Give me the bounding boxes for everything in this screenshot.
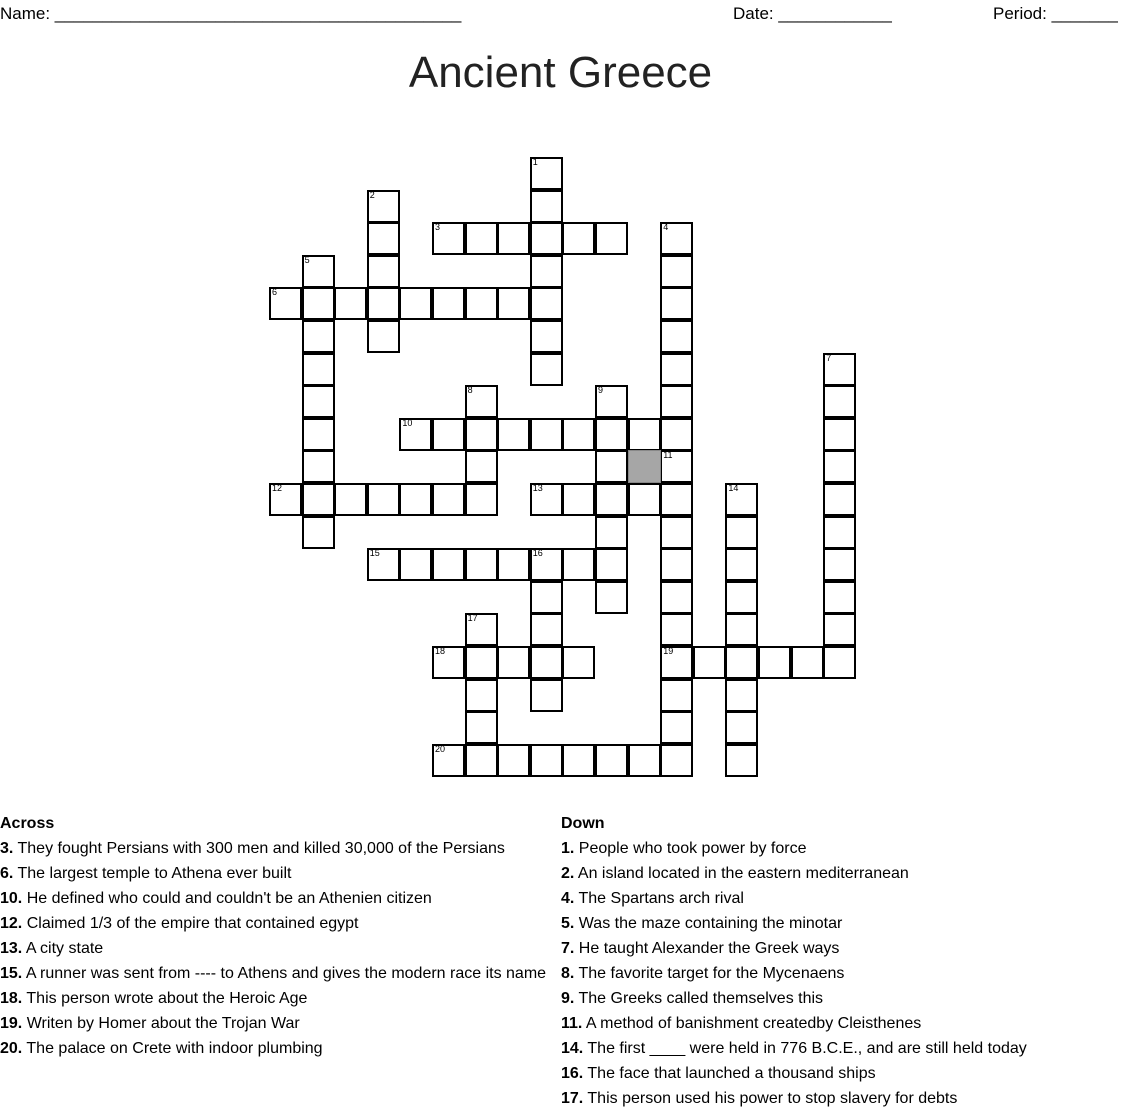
crossword-cell[interactable] (628, 418, 661, 451)
crossword-cell[interactable] (562, 548, 595, 581)
clue-text: An island located in the eastern mediterranean (577, 865, 909, 882)
clue-number-label: 1 (532, 157, 538, 167)
down-clue (561, 1011, 1117, 1036)
clue-text: He taught Alexander the Greek ways (578, 940, 840, 957)
crossword-cell[interactable] (693, 646, 726, 679)
crossword-cell[interactable] (725, 744, 758, 777)
crossword-cell[interactable] (595, 516, 628, 549)
crossword-cell[interactable] (562, 222, 595, 255)
crossword-cell[interactable] (432, 418, 465, 451)
crossword-cell[interactable] (530, 320, 563, 353)
crossword-cell[interactable] (367, 222, 400, 255)
clue-number: 16. (561, 1065, 584, 1082)
crossword-cell[interactable] (465, 744, 498, 777)
across-heading: Across (0, 815, 55, 832)
crossword-cell[interactable] (302, 450, 335, 483)
clue-number: 10. (0, 890, 23, 907)
crossword-cell[interactable] (302, 418, 335, 451)
across-clue (0, 986, 556, 1011)
clue-number-label: 8 (467, 385, 473, 396)
across-clue (0, 861, 556, 886)
down-clue (561, 836, 1117, 861)
crossword-cell[interactable] (660, 255, 693, 288)
clue-text: Claimed 1/3 of the empire that contained egypt (26, 915, 359, 932)
crossword-cell[interactable] (497, 287, 530, 320)
down-clue (561, 911, 1117, 936)
crossword-cell[interactable] (530, 255, 563, 288)
clue-text: The Greeks called themselves this (578, 990, 824, 1007)
clue-text: This person wrote about the Heroic Age (26, 990, 308, 1007)
crossword-cell[interactable] (562, 418, 595, 451)
crossword-cell[interactable] (465, 548, 498, 581)
crossword-cell[interactable] (432, 548, 465, 581)
clue-text: Was the maze containing the minotar (578, 915, 843, 932)
crossword-cell[interactable] (465, 711, 498, 744)
crossword-cell[interactable] (302, 483, 335, 516)
crossword-cell[interactable] (791, 646, 824, 679)
crossword-cell[interactable] (823, 548, 856, 581)
crossword-cell[interactable] (530, 613, 563, 646)
clue-number-label: 17 (467, 613, 478, 624)
shaded-cell (628, 450, 661, 483)
down-clue (561, 936, 1117, 961)
crossword-cell[interactable] (660, 418, 693, 451)
clue-number-label: 13 (532, 483, 543, 493)
page-title: Ancient Greece (408, 48, 713, 97)
crossword-cell[interactable] (628, 744, 661, 777)
crossword-cell[interactable] (628, 483, 661, 516)
crossword-cell[interactable] (660, 353, 693, 386)
clue-text: The favorite target for the Mycenaens (578, 965, 845, 982)
crossword-cell[interactable] (302, 320, 335, 353)
clue-number-label: 18 (435, 646, 446, 656)
crossword-cell[interactable] (823, 516, 856, 549)
crossword-cell[interactable] (465, 483, 498, 516)
crossword-cell[interactable] (465, 679, 498, 712)
down-clue (561, 1036, 1117, 1061)
clue-number-label: 7 (826, 352, 832, 363)
crossword-cell[interactable] (399, 483, 432, 516)
clue-number-label: 12 (272, 483, 283, 493)
crossword-cell[interactable] (660, 711, 693, 744)
crossword-cell[interactable] (595, 581, 628, 614)
crossword-cell[interactable] (367, 320, 400, 353)
crossword-cell[interactable] (399, 548, 432, 581)
crossword-cell[interactable] (302, 516, 335, 549)
crossword-cell[interactable] (530, 646, 563, 679)
clue-number-label: 4 (663, 222, 669, 233)
crossword-cell[interactable] (660, 613, 693, 646)
across-clue (0, 936, 556, 961)
clue-number: 14. (561, 1040, 584, 1057)
crossword-cell[interactable] (302, 287, 335, 320)
crossword-cell[interactable] (660, 516, 693, 549)
clue-number-label: 16 (532, 548, 543, 559)
crossword-cell[interactable] (432, 287, 465, 320)
crossword-cell[interactable] (725, 646, 758, 679)
crossword-cell[interactable] (530, 287, 563, 320)
down-heading: Down (561, 815, 605, 832)
clue-number: 1. (561, 840, 575, 857)
crossword-cell[interactable] (660, 548, 693, 581)
crossword-cell[interactable] (725, 516, 758, 549)
crossword-cell[interactable] (725, 711, 758, 744)
crossword-cell[interactable] (497, 222, 530, 255)
crossword-cell[interactable] (530, 581, 563, 614)
clue-number-label: 9 (598, 385, 604, 396)
crossword-cell[interactable] (823, 450, 856, 483)
clue-number: 18. (0, 990, 23, 1007)
clue-number: 13. (0, 940, 23, 957)
clue-number: 15. (0, 965, 23, 982)
clue-number-label: 15 (369, 548, 380, 559)
across-clue (0, 886, 556, 911)
crossword-cell[interactable] (432, 483, 465, 516)
down-clues (561, 811, 1117, 1111)
down-clue (561, 1086, 1117, 1111)
clue-text: This person used his power to stop slavery for debts (587, 1090, 958, 1107)
crossword-cell[interactable] (660, 483, 693, 516)
crossword-cell[interactable] (595, 222, 628, 255)
clue-number-label: 14 (728, 483, 739, 493)
crossword-cell[interactable] (562, 744, 595, 777)
clue-number: 7. (561, 940, 575, 957)
clue-text: They fought Persians with 300 men and killed 30,000 of the Persians (17, 840, 505, 857)
crossword-cell[interactable] (334, 483, 367, 516)
crossword-cell[interactable] (334, 287, 367, 320)
crossword-cell[interactable] (725, 581, 758, 614)
crossword-cell[interactable] (562, 646, 595, 679)
clue-number: 11. (561, 1015, 583, 1032)
crossword-cell[interactable] (465, 287, 498, 320)
clue-text: The largest temple to Athena ever built (17, 865, 292, 882)
clue-text: A city state (25, 940, 104, 957)
crossword-cell[interactable] (595, 483, 628, 516)
clue-number-label: 3 (435, 222, 441, 233)
clue-text: He defined who could and couldn't be an Athenien citizen (26, 890, 432, 907)
clue-text: People who took power by force (578, 840, 807, 857)
crossword-cell[interactable] (595, 450, 628, 483)
clue-number: 4. (561, 890, 575, 907)
across-clue (0, 836, 556, 861)
down-clue (561, 1061, 1117, 1086)
crossword-cell[interactable] (725, 548, 758, 581)
crossword-cell[interactable] (465, 450, 498, 483)
crossword-cell[interactable] (530, 190, 563, 223)
down-clue (561, 986, 1117, 1011)
clue-text: A runner was sent from ---- to Athens and gives the modern race its name (25, 965, 547, 982)
crossword-cell[interactable] (302, 353, 335, 386)
clue-text: The face that launched a thousand ships (587, 1065, 876, 1082)
clue-number-label: 19 (663, 646, 674, 656)
crossword-cell[interactable] (530, 353, 563, 386)
crossword-cell[interactable] (823, 581, 856, 614)
clue-number-label: 6 (272, 287, 278, 298)
clue-number-label: 11 (663, 450, 673, 461)
crossword-cell[interactable] (823, 418, 856, 451)
crossword-cell[interactable] (367, 287, 400, 320)
down-clue (561, 861, 1117, 886)
crossword-cell[interactable] (497, 418, 530, 451)
crossword-cell[interactable] (660, 679, 693, 712)
clue-text: The palace on Crete with indoor plumbing (26, 1040, 323, 1057)
clue-text: Writen by Homer about the Trojan War (26, 1015, 300, 1032)
crossword-cell[interactable] (823, 483, 856, 516)
crossword-cell[interactable] (823, 613, 856, 646)
clue-number-label: 2 (369, 189, 375, 200)
crossword-cell[interactable] (660, 744, 693, 777)
crossword-cell[interactable] (302, 385, 335, 418)
clue-number-label: 10 (402, 417, 413, 428)
clue-number: 12. (0, 915, 23, 932)
crossword-cell[interactable] (497, 646, 530, 679)
crossword-cell[interactable] (823, 646, 856, 679)
crossword-cell[interactable] (660, 385, 693, 418)
clue-number: 19. (0, 1015, 23, 1032)
crossword-cell[interactable] (725, 613, 758, 646)
crossword-cell[interactable] (367, 255, 400, 288)
clue-number: 3. (0, 840, 14, 857)
across-clue (0, 1011, 556, 1036)
crossword-cell[interactable] (497, 548, 530, 581)
crossword-cell[interactable] (758, 646, 791, 679)
crossword-cell[interactable] (530, 744, 563, 777)
name-field-label: Name: ___________________________________________ (0, 4, 462, 23)
clue-number: 9. (561, 990, 575, 1007)
clue-text: A method of banishment createdby Cleisthenes (585, 1015, 922, 1032)
down-clue (561, 961, 1117, 986)
crossword-cell[interactable] (660, 287, 693, 320)
across-clues (0, 811, 556, 1061)
crossword-cell[interactable] (367, 483, 400, 516)
clue-number-label: 5 (304, 254, 310, 265)
across-clue (0, 911, 556, 936)
crossword-cell[interactable] (660, 320, 693, 353)
across-clue (0, 961, 556, 986)
crossword-cell[interactable] (399, 287, 432, 320)
clue-text: The Spartans arch rival (578, 890, 744, 907)
clue-number: 5. (561, 915, 575, 932)
crossword-cell[interactable] (530, 418, 563, 451)
clue-number: 8. (561, 965, 575, 982)
crossword-cell[interactable] (595, 548, 628, 581)
crossword-cell[interactable] (725, 679, 758, 712)
crossword-cell[interactable] (465, 646, 498, 679)
crossword-cell[interactable] (465, 222, 498, 255)
across-clue (0, 1036, 556, 1061)
clue-number: 20. (0, 1040, 23, 1057)
crossword-cell[interactable] (497, 744, 530, 777)
crossword-cell[interactable] (595, 744, 628, 777)
clue-text: The first ____ were held in 776 B.C.E., and are still held today (587, 1040, 1027, 1057)
crossword-cell[interactable] (595, 418, 628, 451)
clue-number-label: 20 (435, 743, 446, 754)
crossword-cell[interactable] (823, 385, 856, 418)
crossword-cell[interactable] (530, 679, 563, 712)
crossword-cell[interactable] (530, 222, 563, 255)
clue-number: 2. (561, 865, 575, 882)
crossword-cell[interactable] (562, 483, 595, 516)
crossword-cell[interactable] (660, 581, 693, 614)
date-field-label: Date: ____________ (733, 4, 892, 23)
crossword-cell[interactable] (465, 418, 498, 451)
period-field-label: Period: _______ (993, 4, 1118, 23)
clue-number: 6. (0, 865, 14, 882)
down-clue (561, 886, 1117, 911)
clue-number: 17. (561, 1090, 584, 1107)
